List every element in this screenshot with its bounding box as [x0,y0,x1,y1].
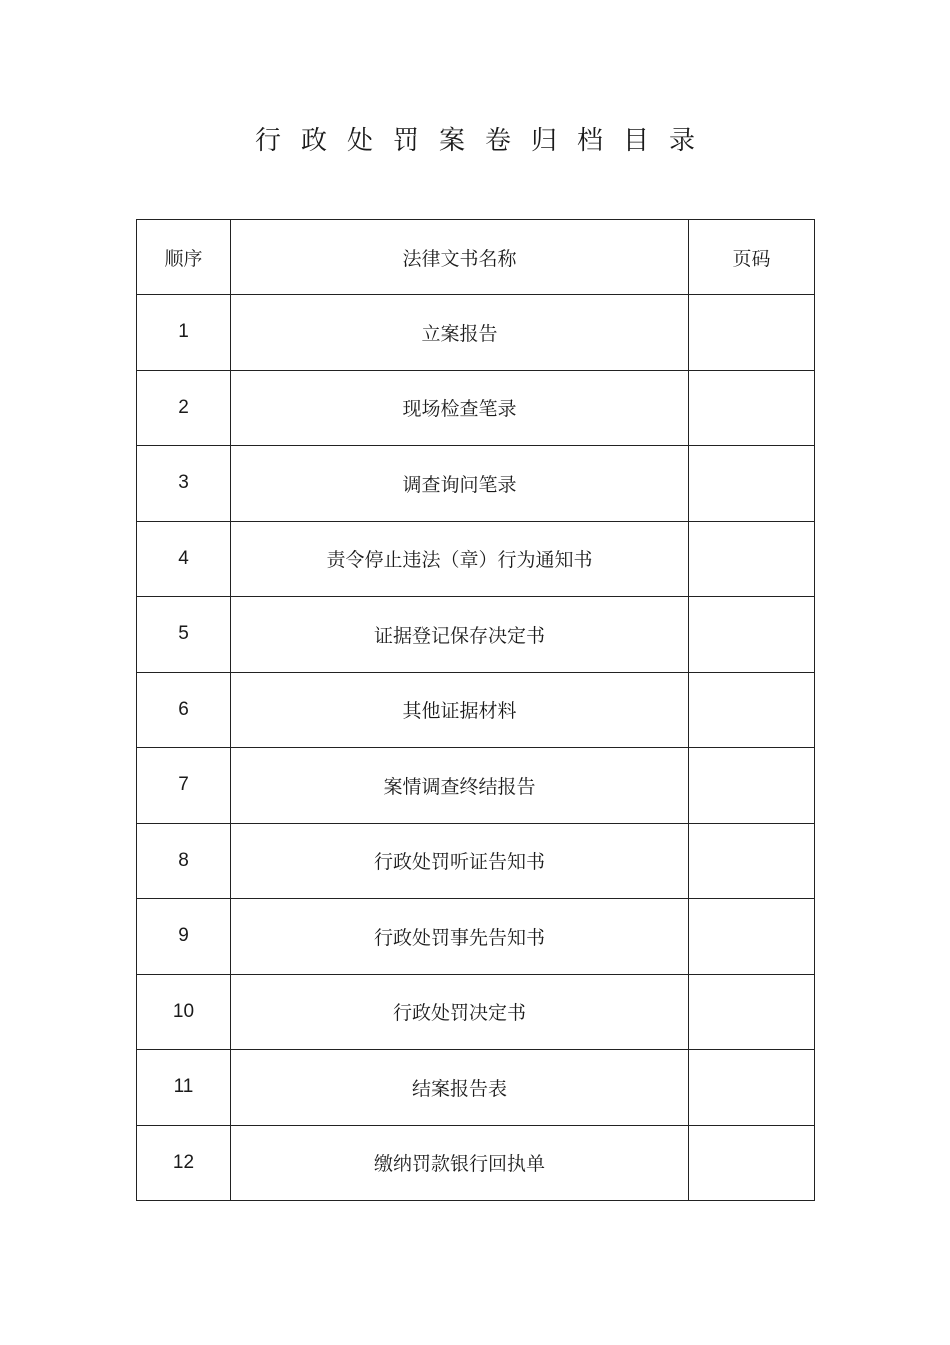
table-row [137,295,815,371]
row-seq: 11 [137,1050,231,1126]
header-page-number: 页码 [689,220,815,295]
row-seq: 6 [137,672,231,748]
table-row [137,597,815,673]
row-document-name: 行政处罚听证告知书 [231,823,689,899]
row-page-number [689,974,815,1050]
row-seq: 9 [137,899,231,975]
table-row [137,1125,815,1201]
row-seq: 7 [137,748,231,824]
row-seq: 10 [137,974,231,1050]
row-page-number [689,295,815,371]
row-document-name: 现场检查笔录 [231,370,689,446]
row-page-number [689,370,815,446]
row-document-name: 行政处罚决定书 [231,974,689,1050]
row-document-name: 行政处罚事先告知书 [231,899,689,975]
table-row [137,899,815,975]
header-seq: 顺序 [137,220,231,295]
table-row [137,370,815,446]
row-document-name: 结案报告表 [231,1050,689,1126]
row-seq: 8 [137,823,231,899]
row-page-number [689,521,815,597]
table-row [137,446,815,522]
row-page-number [689,899,815,975]
row-seq: 2 [137,370,231,446]
table-row [137,1050,815,1126]
row-page-number [689,823,815,899]
row-page-number [689,446,815,522]
row-page-number [689,672,815,748]
row-document-name: 缴纳罚款银行回执单 [231,1125,689,1201]
row-seq: 12 [137,1125,231,1201]
row-document-name: 责令停止违法（章）行为通知书 [231,521,689,597]
page-title: 行政处罚案卷归档目录 [254,126,715,156]
table-header-row [137,220,815,295]
table-row [137,974,815,1050]
row-document-name: 调查询问笔录 [231,446,689,522]
row-page-number [689,597,815,673]
row-seq: 3 [137,446,231,522]
table-row [137,823,815,899]
row-seq: 4 [137,521,231,597]
row-page-number [689,1125,815,1201]
row-page-number [689,1050,815,1126]
header-document-name: 法律文书名称 [231,220,689,295]
table-row [137,521,815,597]
row-seq: 5 [137,597,231,673]
row-document-name: 证据登记保存决定书 [231,597,689,673]
row-document-name: 立案报告 [231,295,689,371]
row-document-name: 案情调查终结报告 [231,748,689,824]
row-document-name: 其他证据材料 [231,672,689,748]
archive-catalog-table [136,219,815,1201]
table-row [137,748,815,824]
row-seq: 1 [137,295,231,371]
row-page-number [689,748,815,824]
table-row [137,672,815,748]
